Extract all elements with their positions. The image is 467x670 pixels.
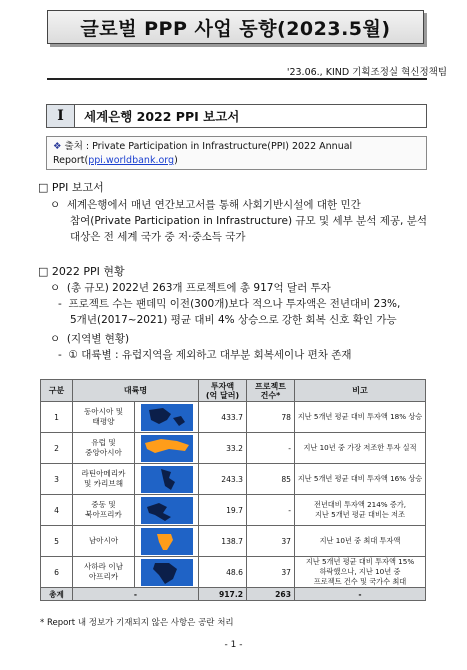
dash-bullet: - <box>58 298 62 310</box>
total-projects: 263 <box>247 588 295 601</box>
cell-no: 5 <box>41 526 73 557</box>
cell-note: 지난 5개년 평균 대비 투자액 15% 하락했으나, 지난 10년 중 프로젝트 건수 및 국가수 최대 <box>295 557 426 588</box>
section-title: 세계은행 2022 PPI 보고서 <box>84 109 240 124</box>
cell-no: 3 <box>41 464 73 495</box>
cell-projects: 78 <box>247 402 295 433</box>
cell-investment: 19.7 <box>199 495 247 526</box>
region-heading: (지역별 현황) <box>66 333 130 345</box>
cell-note: 지난 5개년 평균 대비 투자액 18% 상승 <box>295 402 426 433</box>
ppi-report-heading <box>38 179 104 195</box>
region-sub-line: ① 대륙별 : 유럽지역을 제외하고 대부분 회복세이나 편차 존재 <box>68 349 352 361</box>
circle-bullet-icon: ㅇ <box>50 199 61 211</box>
cell-investment: 138.7 <box>199 526 247 557</box>
cell-projects: 85 <box>247 464 295 495</box>
cell-map <box>135 464 199 495</box>
region-map-icon <box>141 435 193 462</box>
header-investment: 투자액 (억 달러) <box>199 380 247 402</box>
cell-projects: 37 <box>247 526 295 557</box>
total-note: - <box>295 588 426 601</box>
cell-investment: 48.6 <box>199 557 247 588</box>
document-title-text: 글로벌 PPP 사업 동향(2023.5월) <box>80 17 391 40</box>
cell-note: 지난 10년 중 최대 투자액 <box>295 526 426 557</box>
ppi-status-heading-text: 2022 PPI 현황 <box>51 265 125 278</box>
region-map-icon <box>141 528 193 555</box>
ppi-report-line-3: 대상은 전 세계 국가 중 저·중소득 국가 <box>70 231 246 243</box>
cell-investment: 243.3 <box>199 464 247 495</box>
ppi-report-body <box>50 197 427 245</box>
region-map-icon <box>141 559 193 586</box>
ppi-report-heading-text: PPI 보고서 <box>51 181 104 194</box>
cell-map <box>135 526 199 557</box>
document-title <box>47 10 424 44</box>
cell-region: 사하라 이남 아프리카 <box>73 557 135 588</box>
header-region: 대륙명 <box>73 380 199 402</box>
table-row <box>41 495 426 526</box>
header-note: 비고 <box>295 380 426 402</box>
region-map-icon <box>141 466 193 493</box>
circle-bullet-icon: ㅇ <box>50 333 61 345</box>
table-row <box>41 464 426 495</box>
dash-bullet: - <box>58 349 62 361</box>
cell-projects: 37 <box>247 557 295 588</box>
region-map-icon <box>141 497 193 524</box>
cell-region: 유럽 및 중앙아시아 <box>73 433 135 464</box>
date-line: '23.06., KIND 기획조정실 혁신정책팀 <box>286 67 447 78</box>
cell-projects: - <box>247 495 295 526</box>
square-bullet-icon: □ <box>38 181 49 194</box>
total-region: - <box>73 588 199 601</box>
cell-map <box>135 557 199 588</box>
table-row <box>41 402 426 433</box>
source-suffix: ) <box>174 155 178 166</box>
circle-bullet-icon: ㅇ <box>50 282 61 294</box>
source-prefix: 출처 : Private Participation in Infrastructure(PPI) 2022 Annual Report( <box>53 141 353 166</box>
table-row <box>41 433 426 464</box>
diamond-icon: ❖ <box>53 141 62 152</box>
cell-investment: 33.2 <box>199 433 247 464</box>
ppi-status-body <box>50 280 400 363</box>
footnote: * Report 내 정보가 기재되지 않은 사항은 공란 처리 <box>40 618 234 628</box>
cell-investment: 433.7 <box>199 402 247 433</box>
cell-region: 동아시아 및 태평양 <box>73 402 135 433</box>
section-header <box>46 104 427 128</box>
cell-map <box>135 433 199 464</box>
title-underline <box>47 78 427 80</box>
ppi-report-line-2: 참여(Private Participation in Infrastructure) 규모 및 세부 분석 제공, 분석 <box>70 215 428 227</box>
table-total-row <box>41 588 426 601</box>
cell-region: 중동 및 북아프리카 <box>73 495 135 526</box>
cell-note: 전년대비 투자액 214% 증가, 지난 5개년 평균 대비는 저조 <box>295 495 426 526</box>
cell-map <box>135 402 199 433</box>
source-box <box>46 136 427 170</box>
page-number: - 1 - <box>224 640 243 650</box>
cell-no: 4 <box>41 495 73 526</box>
source-link[interactable]: ppi.worldbank.org <box>88 155 175 166</box>
total-label: 총계 <box>41 588 73 601</box>
table-row <box>41 557 426 588</box>
table-header-row <box>41 380 426 402</box>
cell-region: 남아시아 <box>73 526 135 557</box>
region-table <box>40 379 426 601</box>
header-projects: 프로젝트 건수* <box>247 380 295 402</box>
ppi-status-heading <box>38 263 125 279</box>
total-line: (총 규모) 2022년 263개 프로젝트에 총 917억 달러 투자 <box>66 282 331 294</box>
total-investment: 917.2 <box>199 588 247 601</box>
cell-projects: - <box>247 433 295 464</box>
sub1-line-1: 프로젝트 수는 팬데믹 이전(300개)보다 적으나 투자액은 전년대비 23%, <box>68 298 401 310</box>
cell-no: 1 <box>41 402 73 433</box>
table-row <box>41 526 426 557</box>
sub1-line-2: 5개년(2017~2021) 평균 대비 4% 상승으로 강한 회복 신호 확인 가능 <box>70 314 397 326</box>
square-bullet-icon: □ <box>38 265 49 278</box>
header-no: 구분 <box>41 380 73 402</box>
cell-no: 2 <box>41 433 73 464</box>
cell-note: 지난 5개년 평균 대비 투자액 16% 상승 <box>295 464 426 495</box>
cell-note: 지난 10년 중 가장 저조한 투자 실적 <box>295 433 426 464</box>
region-map-icon <box>141 404 193 431</box>
section-number: I <box>47 105 75 127</box>
cell-region: 라틴아메리카 및 카리브해 <box>73 464 135 495</box>
cell-map <box>135 495 199 526</box>
cell-no: 6 <box>41 557 73 588</box>
ppi-report-line-1: 세계은행에서 매년 연간보고서를 통해 사회기반시설에 대한 민간 <box>66 199 361 211</box>
